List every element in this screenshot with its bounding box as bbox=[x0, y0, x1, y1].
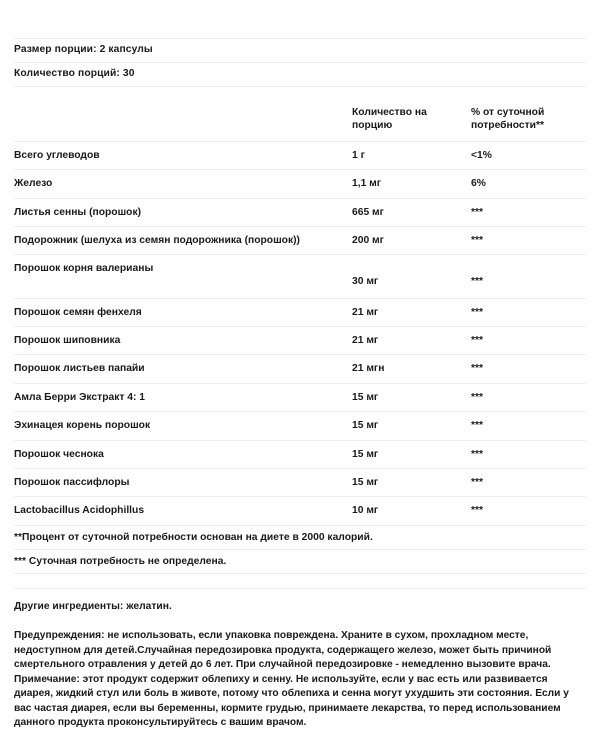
footnote-no-daily-value: *** Суточная потребность не определена. bbox=[14, 556, 227, 567]
nutrient-name: Эхинацея корень порошок bbox=[14, 412, 352, 440]
nutrient-name: Порошок чеснока bbox=[14, 440, 352, 468]
footnote-no-daily-value-row bbox=[14, 550, 586, 574]
nutrient-amount: 1 г bbox=[352, 141, 471, 169]
nutrient-daily-value: *** bbox=[471, 412, 586, 440]
nutrient-daily-value: <1% bbox=[471, 141, 586, 169]
nutrient-daily-value: *** bbox=[471, 327, 586, 355]
nutrient-name: Железо bbox=[14, 170, 352, 198]
supplement-facts-table bbox=[14, 100, 586, 526]
table-row bbox=[14, 440, 586, 468]
table-row bbox=[14, 412, 586, 440]
nutrient-name: Порошок листьев папайи bbox=[14, 355, 352, 383]
nutrient-daily-value: *** bbox=[471, 355, 586, 383]
nutrient-daily-value: *** bbox=[471, 198, 586, 226]
nutrient-amount: 200 мг bbox=[352, 226, 471, 254]
nutrient-daily-value: *** bbox=[471, 440, 586, 468]
nutrient-name: Порошок пассифлоры bbox=[14, 468, 352, 496]
table-row bbox=[14, 468, 586, 496]
table-row bbox=[14, 198, 586, 226]
gap-before-warning bbox=[14, 620, 586, 629]
other-ingredients-label: Другие ингредиенты: желатин. bbox=[14, 601, 172, 613]
nutrient-amount: 15 мг bbox=[352, 468, 471, 496]
nutrient-amount: 15 мг bbox=[352, 412, 471, 440]
gap-before-other-ingredients bbox=[14, 574, 586, 588]
table-row bbox=[14, 355, 586, 383]
nutrient-name: Порошок корня валерианы bbox=[14, 255, 352, 298]
nutrient-amount: 21 мг bbox=[352, 327, 471, 355]
table-header-row bbox=[14, 100, 586, 141]
serving-size-label: Размер порции: 2 капсулы bbox=[14, 44, 153, 56]
table-row bbox=[14, 327, 586, 355]
table-row bbox=[14, 298, 586, 326]
warning-text: Предупреждения: не использовать, если упаковка повреждена. Храните в сухом, прохладном месте, недоступном для детей.Случайная передозировка продукта, содержащего железо, может быть причиной смертельного отравления у детей до 6 лет. При случайной передозировке - немедленно вызовите врача. Примечание: этот продукт содержит облепиху и сенну. Не используйте, если у вас есть или развивается диарея, жидкий стул или боль в животе, потому что облепиха и сенна могут ухудшить эти состояния. Если у вас частая диарея, если вы беременны, кормите грудью, принимаете лекарства, то перед использованием данного продукта проконсультируйтесь с вашим врачом. bbox=[14, 630, 569, 729]
nutrient-amount: 665 мг bbox=[352, 198, 471, 226]
nutrient-name: Подорожник (шелуха из семян подорожника (порошок)) bbox=[14, 226, 352, 254]
footnote-daily-value-basis-row bbox=[14, 526, 586, 550]
column-header-daily-value: % от суточной потребности** bbox=[471, 100, 586, 141]
nutrient-daily-value: 6% bbox=[471, 170, 586, 198]
table-row bbox=[14, 255, 586, 298]
nutrient-daily-value: *** bbox=[471, 383, 586, 411]
nutrient-amount: 15 мг bbox=[352, 383, 471, 411]
nutrient-daily-value: *** bbox=[471, 468, 586, 496]
nutrient-daily-value: *** bbox=[471, 298, 586, 326]
column-header-name bbox=[14, 100, 352, 141]
servings-per-container-row bbox=[14, 63, 586, 86]
table-row bbox=[14, 141, 586, 169]
nutrient-name: Lactobacillus Acidophillus bbox=[14, 497, 352, 525]
table-header bbox=[14, 100, 586, 141]
nutrient-daily-value: *** bbox=[471, 255, 586, 298]
nutrient-name: Всего углеводов bbox=[14, 141, 352, 169]
serving-size-row bbox=[14, 39, 586, 62]
nutrient-amount: 30 мг bbox=[352, 255, 471, 298]
nutrient-amount: 1,1 мг bbox=[352, 170, 471, 198]
column-header-amount-per-serving: Количество на порцию bbox=[352, 100, 471, 141]
table-row bbox=[14, 497, 586, 525]
nutrient-amount: 21 мгн bbox=[352, 355, 471, 383]
other-ingredients-row bbox=[14, 589, 586, 620]
servings-per-container-label: Количество порций: 30 bbox=[14, 68, 135, 80]
top-spacer bbox=[14, 0, 586, 38]
footnote-daily-value-basis: **Процент от суточной потребности основан на диете в 2000 калорий. bbox=[14, 531, 373, 543]
nutrient-name: Листья сенны (порошок) bbox=[14, 198, 352, 226]
table-body bbox=[14, 141, 586, 525]
nutrient-amount: 15 мг bbox=[352, 440, 471, 468]
table-row bbox=[14, 226, 586, 254]
gap-before-table bbox=[14, 87, 586, 100]
nutrient-name: Порошок шиповника bbox=[14, 327, 352, 355]
nutrient-amount: 10 мг bbox=[352, 497, 471, 525]
nutrient-name: Порошок семян фенхеля bbox=[14, 298, 352, 326]
table-row bbox=[14, 170, 586, 198]
nutrient-daily-value: *** bbox=[471, 497, 586, 525]
nutrient-amount: 21 мг bbox=[352, 298, 471, 326]
nutrient-daily-value: *** bbox=[471, 226, 586, 254]
nutrient-name: Амла Берри Экстракт 4: 1 bbox=[14, 383, 352, 411]
table-row bbox=[14, 383, 586, 411]
